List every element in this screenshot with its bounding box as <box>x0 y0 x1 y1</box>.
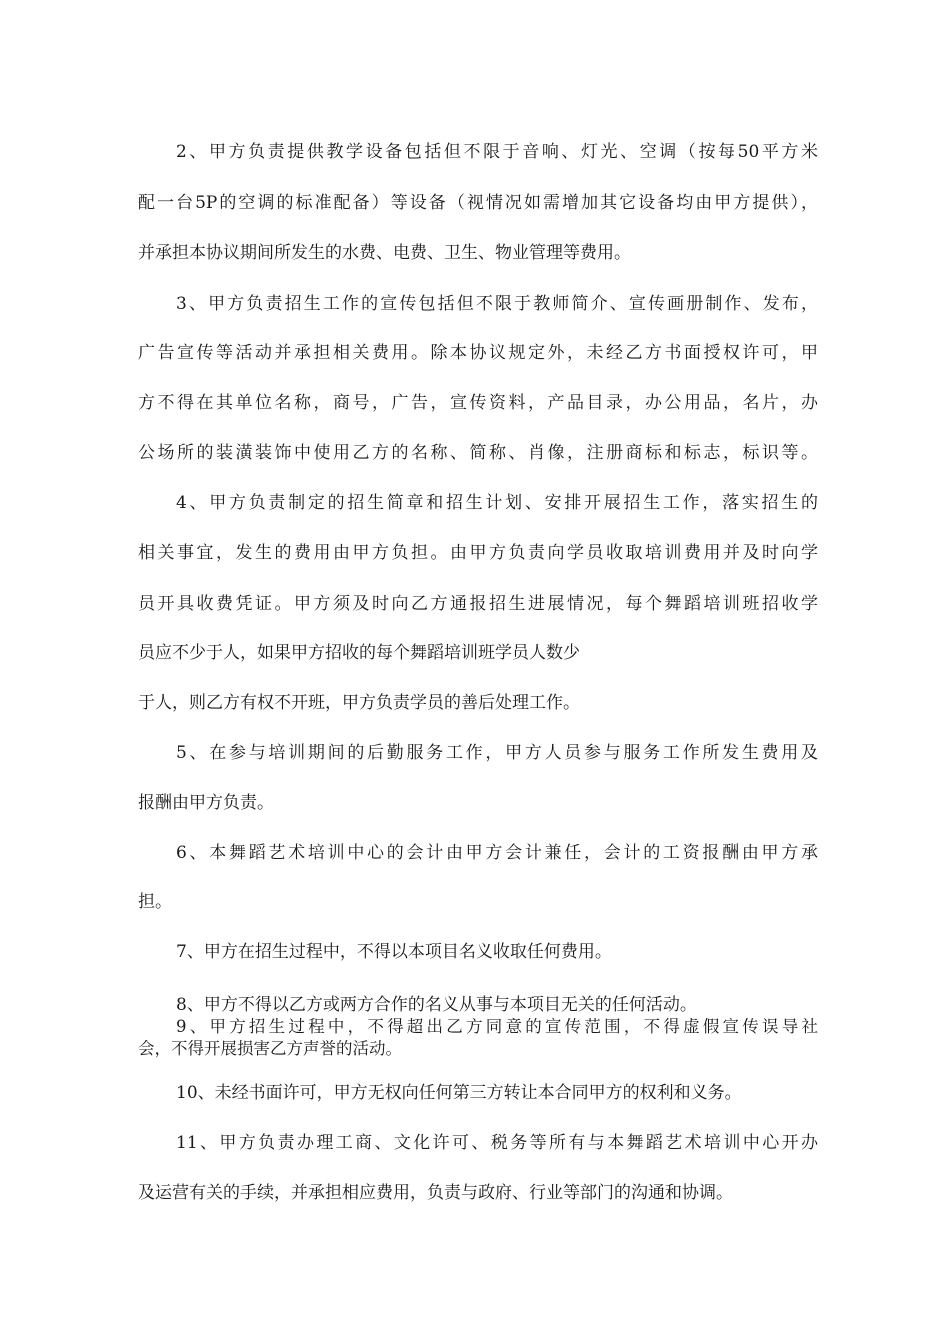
clause-9-line-2: 会，不得开展损害乙方声誉的活动。 <box>138 1039 402 1058</box>
clause-3-line-3: 方不得在其单位名称，商号，广告，宣传资料，产品目录，办公用品，名片，办 <box>138 393 818 413</box>
clause-3-line-2: 广告宣传等活动并承担相关费用。除本协议规定外，未经乙方书面授权许可，甲 <box>138 343 818 363</box>
clause-5-line-1: 5、在参与培训期间的后勤服务工作，甲方人员参与服务工作所发生费用及 <box>176 743 818 763</box>
clause-3-line-4: 公场所的装潢装饰中使用乙方的名称、简称、肖像，注册商标和标志，标识等。 <box>138 443 818 463</box>
clause-4-line-5: 于人，则乙方有权不开班，甲方负责学员的善后处理工作。 <box>138 693 580 713</box>
clause-2-line-3: 并承担本协议期间所发生的水费、电费、卫生、物业管理等费用。 <box>138 243 631 263</box>
clause-4-line-1: 4、甲方负责制定的招生简章和招生计划、安排开展招生工作，落实招生的 <box>176 493 818 513</box>
clause-7-line-1: 7、甲方在招生过程中，不得以本项目名义收取任何费用。 <box>176 942 612 962</box>
clause-5-line-2: 报酬由甲方负责。 <box>138 793 274 813</box>
clause-11-line-1: 11、甲方负责办理工商、文化许可、税务等所有与本舞蹈艺术培训中心开办 <box>176 1133 818 1153</box>
clause-9-line-1: 9、甲方招生过程中，不得超出乙方同意的宣传范围，不得虚假宣传误导社 <box>176 1017 818 1036</box>
clause-4-line-3: 员开具收费凭证。甲方须及时向乙方通报招生进展情况，每个舞蹈培训班招收学 <box>138 594 818 614</box>
clause-3-line-1: 3、甲方负责招生工作的宣传包括但不限于教师简介、宣传画册制作、发布， <box>176 294 818 314</box>
clause-2-line-1: 2、甲方负责提供教学设备包括但不限于音响、灯光、空调（按每50平方米 <box>176 142 818 162</box>
clause-10-line-1: 10、未经书面许可，甲方无权向任何第三方转让本合同甲方的权利和义务。 <box>176 1083 742 1103</box>
clause-2-line-2: 配一台5P的空调的标准配备）等设备（视情况如需增加其它设备均由甲方提供）， <box>138 193 818 213</box>
clause-4-line-2: 相关事宜，发生的费用由甲方负担。由甲方负责向学员收取培训费用并及时向学 <box>138 543 818 563</box>
clause-8-line-1: 8、甲方不得以乙方或两方合作的名义从事与本项目无关的任何活动。 <box>176 995 697 1015</box>
clause-11-line-2: 及运营有关的手续，并承担相应费用，负责与政府、行业等部门的沟通和协调。 <box>138 1183 733 1203</box>
clause-4-line-4: 员应不少于人，如果甲方招收的每个舞蹈培训班学员人数少 <box>138 643 580 663</box>
clause-6-line-1: 6、本舞蹈艺术培训中心的会计由甲方会计兼任，会计的工资报酬由甲方承 <box>176 843 818 863</box>
clause-6-line-2: 担。 <box>138 892 172 912</box>
